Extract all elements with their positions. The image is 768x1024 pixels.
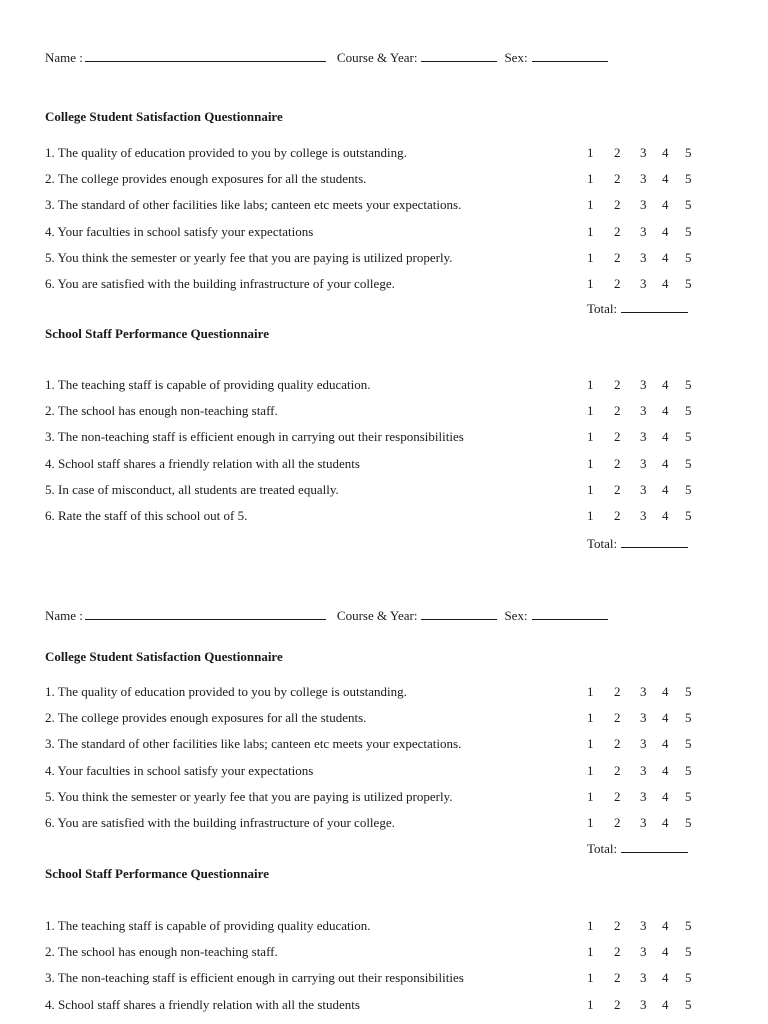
rating-option-2[interactable]: 2 (614, 223, 621, 239)
rating-option-3[interactable]: 3 (640, 171, 647, 187)
rating-option-2[interactable]: 2 (614, 508, 621, 523)
rating-option-4[interactable]: 4 (662, 276, 669, 291)
rating-option-1[interactable]: 1 (587, 197, 594, 213)
rating-option-4[interactable]: 4 (662, 944, 669, 960)
rating-option-1[interactable]: 1 (587, 145, 594, 160)
rating-option-3[interactable]: 3 (640, 815, 647, 830)
rating-option-3[interactable]: 3 (640, 197, 647, 213)
rating-option-5[interactable]: 5 (685, 171, 692, 187)
rating-option-1[interactable]: 1 (587, 455, 594, 471)
rating-option-4[interactable]: 4 (662, 249, 669, 265)
question-text: 1. The teaching staff is capable of providing quality education. (45, 377, 371, 392)
rating-option-1[interactable]: 1 (587, 736, 594, 752)
rating-option-1[interactable]: 1 (587, 944, 594, 960)
rating-option-5[interactable]: 5 (685, 918, 692, 933)
rating-option-1[interactable]: 1 (587, 918, 594, 933)
rating-option-4[interactable]: 4 (662, 197, 669, 213)
rating-option-1[interactable]: 1 (587, 171, 594, 187)
rating-option-5[interactable]: 5 (685, 197, 692, 213)
rating-option-4[interactable]: 4 (662, 736, 669, 752)
question-text: 6. You are satisfied with the building infrastructure of your college. (45, 276, 395, 291)
rating-option-4[interactable]: 4 (662, 684, 669, 699)
question-text: 4. School staff shares a friendly relation with all the students (45, 455, 360, 471)
rating-option-1[interactable]: 1 (587, 377, 594, 392)
rating-option-5[interactable]: 5 (685, 684, 692, 699)
respondent-header (45, 608, 608, 622)
rating-option-4[interactable]: 4 (662, 815, 669, 830)
rating-option-5[interactable]: 5 (685, 377, 692, 392)
rating-option-5[interactable]: 5 (685, 403, 692, 419)
rating-option-2[interactable]: 2 (614, 429, 621, 445)
rating-option-3[interactable]: 3 (640, 944, 647, 960)
course-year-input-line[interactable] (421, 608, 497, 620)
sex-label: Sex: (504, 608, 528, 623)
rating-option-2[interactable]: 2 (614, 249, 621, 265)
rating-option-4[interactable]: 4 (662, 455, 669, 471)
total-field (587, 536, 688, 550)
total-label: Total: (587, 841, 618, 856)
rating-option-3[interactable]: 3 (640, 455, 647, 471)
rating-option-3[interactable]: 3 (640, 710, 647, 726)
name-label: Name : (45, 608, 83, 623)
rating-option-2[interactable]: 2 (614, 970, 621, 986)
rating-option-3[interactable]: 3 (640, 918, 647, 933)
total-label: Total: (587, 301, 618, 316)
rating-option-4[interactable]: 4 (662, 710, 669, 726)
rating-option-5[interactable]: 5 (685, 815, 692, 830)
question-text: 4. School staff shares a friendly relation with all the students (45, 996, 360, 1012)
rating-option-5[interactable]: 5 (685, 710, 692, 726)
rating-option-2[interactable]: 2 (614, 762, 621, 778)
rating-option-4[interactable]: 4 (662, 918, 669, 933)
question-text: 1. The teaching staff is capable of providing quality education. (45, 918, 371, 933)
rating-option-1[interactable]: 1 (587, 508, 594, 523)
rating-option-4[interactable]: 4 (662, 508, 669, 523)
rating-option-5[interactable]: 5 (685, 736, 692, 752)
rating-option-3[interactable]: 3 (640, 481, 647, 497)
question-text: 1. The quality of education provided to you by college is outstanding. (45, 145, 407, 160)
question-text: 3. The non-teaching staff is efficient enough in carrying out their responsibilities (45, 429, 464, 445)
rating-option-5[interactable]: 5 (685, 508, 692, 523)
question-text: 5. You think the semester or yearly fee that you are paying is utilized properly. (45, 788, 453, 804)
college-questionnaire-title: College Student Satisfaction Questionnaire (45, 649, 283, 664)
rating-option-3[interactable]: 3 (640, 736, 647, 752)
rating-option-4[interactable]: 4 (662, 481, 669, 497)
rating-option-1[interactable]: 1 (587, 403, 594, 419)
rating-option-2[interactable]: 2 (614, 197, 621, 213)
question-text: 3. The non-teaching staff is efficient enough in carrying out their responsibilities (45, 970, 464, 986)
rating-option-1[interactable]: 1 (587, 996, 594, 1012)
rating-option-5[interactable]: 5 (685, 429, 692, 445)
rating-option-1[interactable]: 1 (587, 970, 594, 986)
rating-option-2[interactable]: 2 (614, 788, 621, 804)
rating-option-3[interactable]: 3 (640, 377, 647, 392)
rating-option-5[interactable]: 5 (685, 481, 692, 497)
course-year-label: Course & Year: (336, 50, 418, 65)
staff-questionnaire-title: School Staff Performance Questionnaire (45, 866, 269, 881)
rating-option-5[interactable]: 5 (685, 276, 692, 291)
rating-option-2[interactable]: 2 (614, 455, 621, 471)
rating-option-4[interactable]: 4 (662, 970, 669, 986)
rating-option-5[interactable]: 5 (685, 223, 692, 239)
total-field (587, 301, 688, 315)
rating-option-2[interactable]: 2 (614, 736, 621, 752)
question-text: 2. The school has enough non-teaching staff. (45, 944, 278, 960)
question-text: 3. The standard of other facilities like labs; canteen etc meets your expectations. (45, 736, 462, 752)
respondent-header (45, 50, 608, 64)
rating-option-4[interactable]: 4 (662, 403, 669, 419)
rating-option-2[interactable]: 2 (614, 684, 621, 699)
rating-option-1[interactable]: 1 (587, 429, 594, 445)
rating-option-3[interactable]: 3 (640, 508, 647, 523)
rating-option-2[interactable]: 2 (614, 815, 621, 830)
course-year-input-line[interactable] (421, 50, 497, 62)
question-text: 4. Your faculties in school satisfy your expectations (45, 223, 314, 239)
rating-option-5[interactable]: 5 (685, 249, 692, 265)
rating-option-2[interactable]: 2 (614, 481, 621, 497)
rating-option-3[interactable]: 3 (640, 788, 647, 804)
question-text: 6. Rate the staff of this school out of 5. (45, 508, 248, 523)
rating-option-4[interactable]: 4 (662, 788, 669, 804)
sex-input-line[interactable] (532, 608, 608, 620)
rating-option-2[interactable]: 2 (614, 377, 621, 392)
sex-input-line[interactable] (532, 50, 608, 62)
rating-option-1[interactable]: 1 (587, 788, 594, 804)
total-input-line[interactable] (621, 536, 688, 548)
rating-option-4[interactable]: 4 (662, 223, 669, 239)
question-text: 2. The school has enough non-teaching staff. (45, 403, 278, 419)
rating-option-1[interactable]: 1 (587, 249, 594, 265)
name-input-line[interactable] (85, 50, 326, 62)
rating-option-1[interactable]: 1 (587, 815, 594, 830)
sex-label: Sex: (504, 50, 528, 65)
question-text: 2. The college provides enough exposures for all the students. (45, 171, 367, 187)
rating-option-3[interactable]: 3 (640, 403, 647, 419)
rating-option-5[interactable]: 5 (685, 455, 692, 471)
question-text: 5. You think the semester or yearly fee that you are paying is utilized properly. (45, 249, 453, 265)
rating-option-2[interactable]: 2 (614, 276, 621, 291)
rating-option-2[interactable]: 2 (614, 944, 621, 960)
rating-option-3[interactable]: 3 (640, 223, 647, 239)
rating-option-3[interactable]: 3 (640, 684, 647, 699)
rating-option-2[interactable]: 2 (614, 145, 621, 160)
rating-option-5[interactable]: 5 (685, 762, 692, 778)
course-year-label: Course & Year: (336, 608, 418, 623)
question-text: 3. The standard of other facilities like labs; canteen etc meets your expectations. (45, 197, 462, 213)
rating-option-1[interactable]: 1 (587, 762, 594, 778)
rating-option-3[interactable]: 3 (640, 276, 647, 291)
name-input-line[interactable] (85, 608, 326, 620)
question-text: 2. The college provides enough exposures for all the students. (45, 710, 367, 726)
rating-option-2[interactable]: 2 (614, 403, 621, 419)
total-field (587, 841, 688, 855)
rating-option-2[interactable]: 2 (614, 918, 621, 933)
question-text: 1. The quality of education provided to you by college is outstanding. (45, 684, 407, 699)
rating-option-3[interactable]: 3 (640, 762, 647, 778)
rating-option-1[interactable]: 1 (587, 481, 594, 497)
rating-option-1[interactable]: 1 (587, 710, 594, 726)
staff-questionnaire-title: School Staff Performance Questionnaire (45, 326, 269, 341)
rating-option-5[interactable]: 5 (685, 970, 692, 986)
total-input-line[interactable] (621, 841, 688, 853)
rating-option-1[interactable]: 1 (587, 276, 594, 291)
rating-option-3[interactable]: 3 (640, 996, 647, 1012)
rating-option-5[interactable]: 5 (685, 944, 692, 960)
rating-option-4[interactable]: 4 (662, 762, 669, 778)
rating-option-3[interactable]: 3 (640, 145, 647, 160)
name-label: Name : (45, 50, 83, 65)
rating-option-4[interactable]: 4 (662, 145, 669, 160)
rating-option-3[interactable]: 3 (640, 249, 647, 265)
rating-option-3[interactable]: 3 (640, 970, 647, 986)
question-text: 4. Your faculties in school satisfy your expectations (45, 762, 314, 778)
rating-option-4[interactable]: 4 (662, 377, 669, 392)
rating-option-2[interactable]: 2 (614, 710, 621, 726)
question-text: 5. In case of misconduct, all students are treated equally. (45, 481, 339, 497)
total-input-line[interactable] (621, 301, 688, 313)
rating-option-2[interactable]: 2 (614, 171, 621, 187)
rating-option-1[interactable]: 1 (587, 684, 594, 699)
rating-option-4[interactable]: 4 (662, 171, 669, 187)
rating-option-2[interactable]: 2 (614, 996, 621, 1012)
rating-option-3[interactable]: 3 (640, 429, 647, 445)
rating-option-4[interactable]: 4 (662, 429, 669, 445)
rating-option-1[interactable]: 1 (587, 223, 594, 239)
question-text: 6. You are satisfied with the building infrastructure of your college. (45, 815, 395, 830)
total-label: Total: (587, 536, 618, 551)
rating-option-5[interactable]: 5 (685, 996, 692, 1012)
rating-option-5[interactable]: 5 (685, 145, 692, 160)
college-questionnaire-title: College Student Satisfaction Questionnaire (45, 109, 283, 124)
rating-option-4[interactable]: 4 (662, 996, 669, 1012)
rating-option-5[interactable]: 5 (685, 788, 692, 804)
